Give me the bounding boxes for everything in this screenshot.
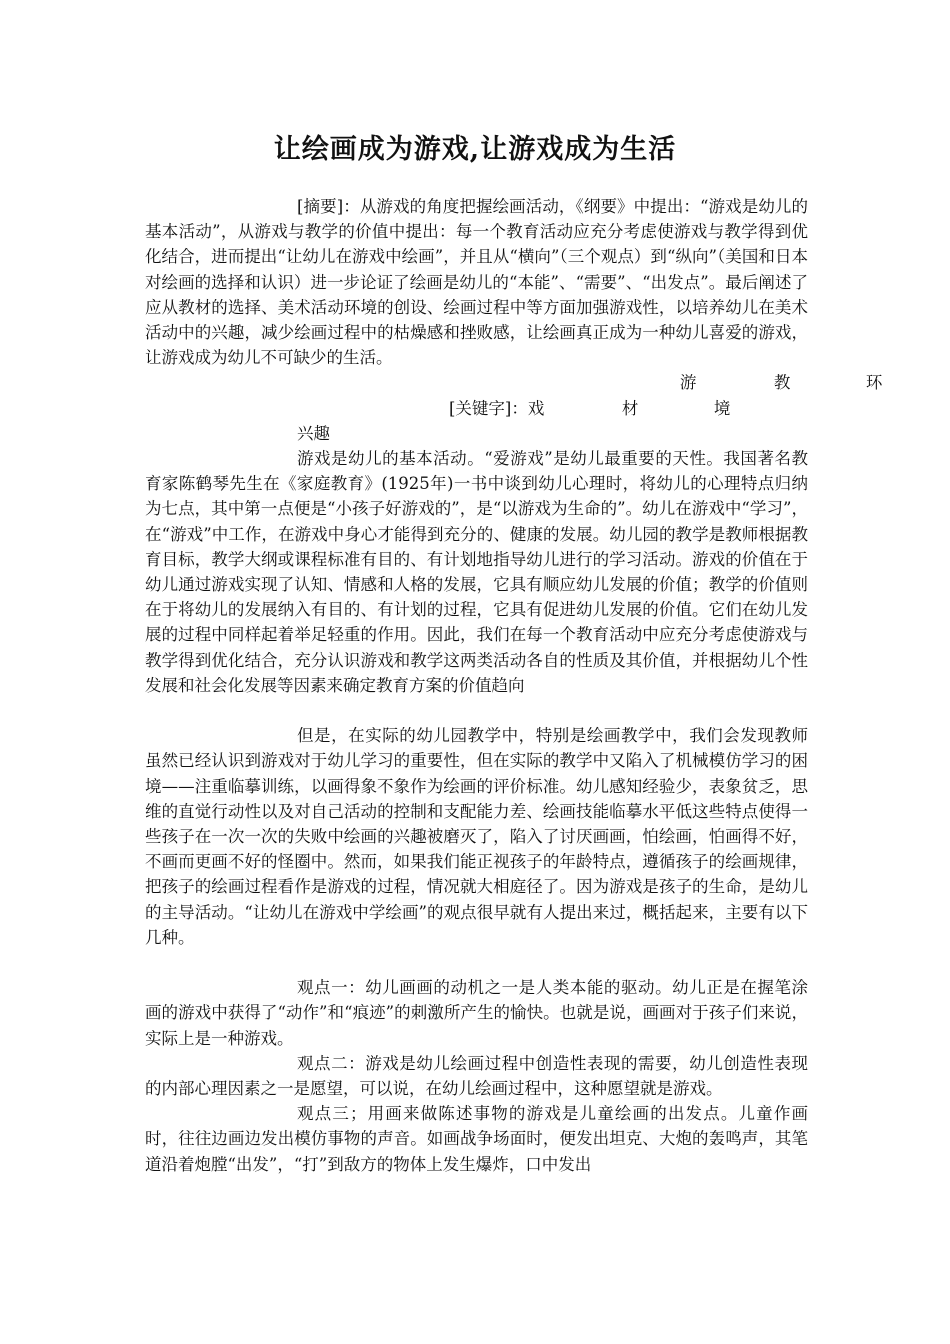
- paragraph-spacer: [145, 698, 808, 723]
- paragraph-spacer: [145, 950, 808, 975]
- body-paragraph: 但是，在实际的幼儿园教学中，特别是绘画教学中，我们会发现教师虽然已经认识到游戏对于幼儿学习的重要性，但在实际的教学中又陷入了机械模仿学习的困境——注重临摹训练，以画得象不象作为绘画的评价标准。幼儿感知经验少，表象贫乏，思维的直觉行动性以及对自己活动的控制和支配能力差、绘画技能临摹水平低这些特点使得一些孩子在一次一次的失败中绘画的兴趣被磨灭了，陷入了讨厌画画，怕绘画，怕画得不好，不画而更画不好的怪圈中。然而，如果我们能正视孩子的年龄特点，遵循孩子的绘画规律，把孩子的绘画过程看作是游戏的过程，情况就大相庭径了。因为游戏是孩子的生命，是幼儿的主导活动。“让幼儿在游戏中学绘画”的观点很早就有人提出来过，概括起来，主要有以下几种。: [145, 726, 808, 947]
- viewpoint-paragraph: 观点三；用画来做陈述事物的游戏是儿童绘画的出发点。儿童作画时，往往边画边发出模仿事物的声音。如画战争场面时，便发出坦克、大炮的轰鸣声，其笔道沿着炮膛“出发”，“打”到敌方的物体上发生爆炸，口中发出: [145, 1104, 808, 1174]
- keywords-line: [145, 370, 883, 446]
- keywords-label: [关键字]：: [449, 398, 528, 418]
- document-body: [145, 194, 883, 1177]
- body-paragraph: 游戏是幼儿的基本活动。“爱游戏”是幼儿最重要的天性。我国著名教育家陈鹤琴先生在《家庭教育》(1925年)一书中谈到幼儿心理时，将幼儿的心理特点归纳为七点，其中第一点便是“小孩子好游戏的”，是“以游戏为生命的”。幼儿在游戏中“学习”，在“游戏”中工作，在游戏中身心才能得到充分的、健康的发展。幼儿园的教学是教师根据教育目标，教学大纲或课程标准有目的、有计划地指导幼儿进行的学习活动。游戏的价值在于幼儿通过游戏实现了认知、情感和人格的发展，它具有顺应幼儿发展的价值；教学的价值则在于将幼儿的发展纳入有目的、有计划的过程，它具有促进幼儿发展的价值。它们在幼儿发展的过程中同样起着举足轻重的作用。因此，我们在每一个教育活动中应充分考虑使游戏与教学得到优化结合，充分认识游戏和教学这两类活动各自的性质及其价值，并根据幼儿个性发展和社会化发展等因素来确定教育方案的价值趋向: [145, 449, 808, 695]
- keyword-item: 兴趣: [297, 423, 330, 443]
- keyword-item: 环境: [713, 373, 883, 418]
- abstract-paragraph: [摘要]：从游戏的角度把握绘画活动，《纲要》中提出：“游戏是幼儿的基本活动”，从游戏与教学的价值中提出：每一个教育活动应充分考虑使游戏与教学得到优化结合，进而提出“让幼儿在游戏中绘画”，并且从“横向”（三个观点）到“纵向”（美国和日本对绘画的选择和认识）进一步论证了绘画是幼儿的“本能”、“需要”、“出发点”。最后阐述了应从教材的选择、美术活动环境的创设、绘画过程中等方面加强游戏性，以培养幼儿在美术活动中的兴趣，减少绘画过程中的枯燥感和挫败感，让绘画真正成为一种幼儿喜爱的游戏，让游戏成为幼儿不可缺少的生活。: [145, 197, 808, 368]
- viewpoint-paragraph: 观点二：游戏是幼儿绘画过程中创造性表现的需要，幼儿创造性表现的内部心理因素之一是愿望，可以说，在幼儿绘画过程中，这种愿望就是游戏。: [145, 1053, 808, 1099]
- page-title: 让绘画成为游戏,让游戏成为生活: [273, 134, 677, 165]
- keyword-item: 游戏: [527, 373, 697, 418]
- keyword-item: 教材: [621, 373, 791, 418]
- viewpoint-paragraph: 观点一：幼儿画画的动机之一是人类本能的驱动。幼儿正是在握笔涂画的游戏中获得了“动作”和“痕迹”的刺激所产生的愉快。也就是说，画画对于孩子们来说，实际上是一种游戏。: [145, 978, 808, 1048]
